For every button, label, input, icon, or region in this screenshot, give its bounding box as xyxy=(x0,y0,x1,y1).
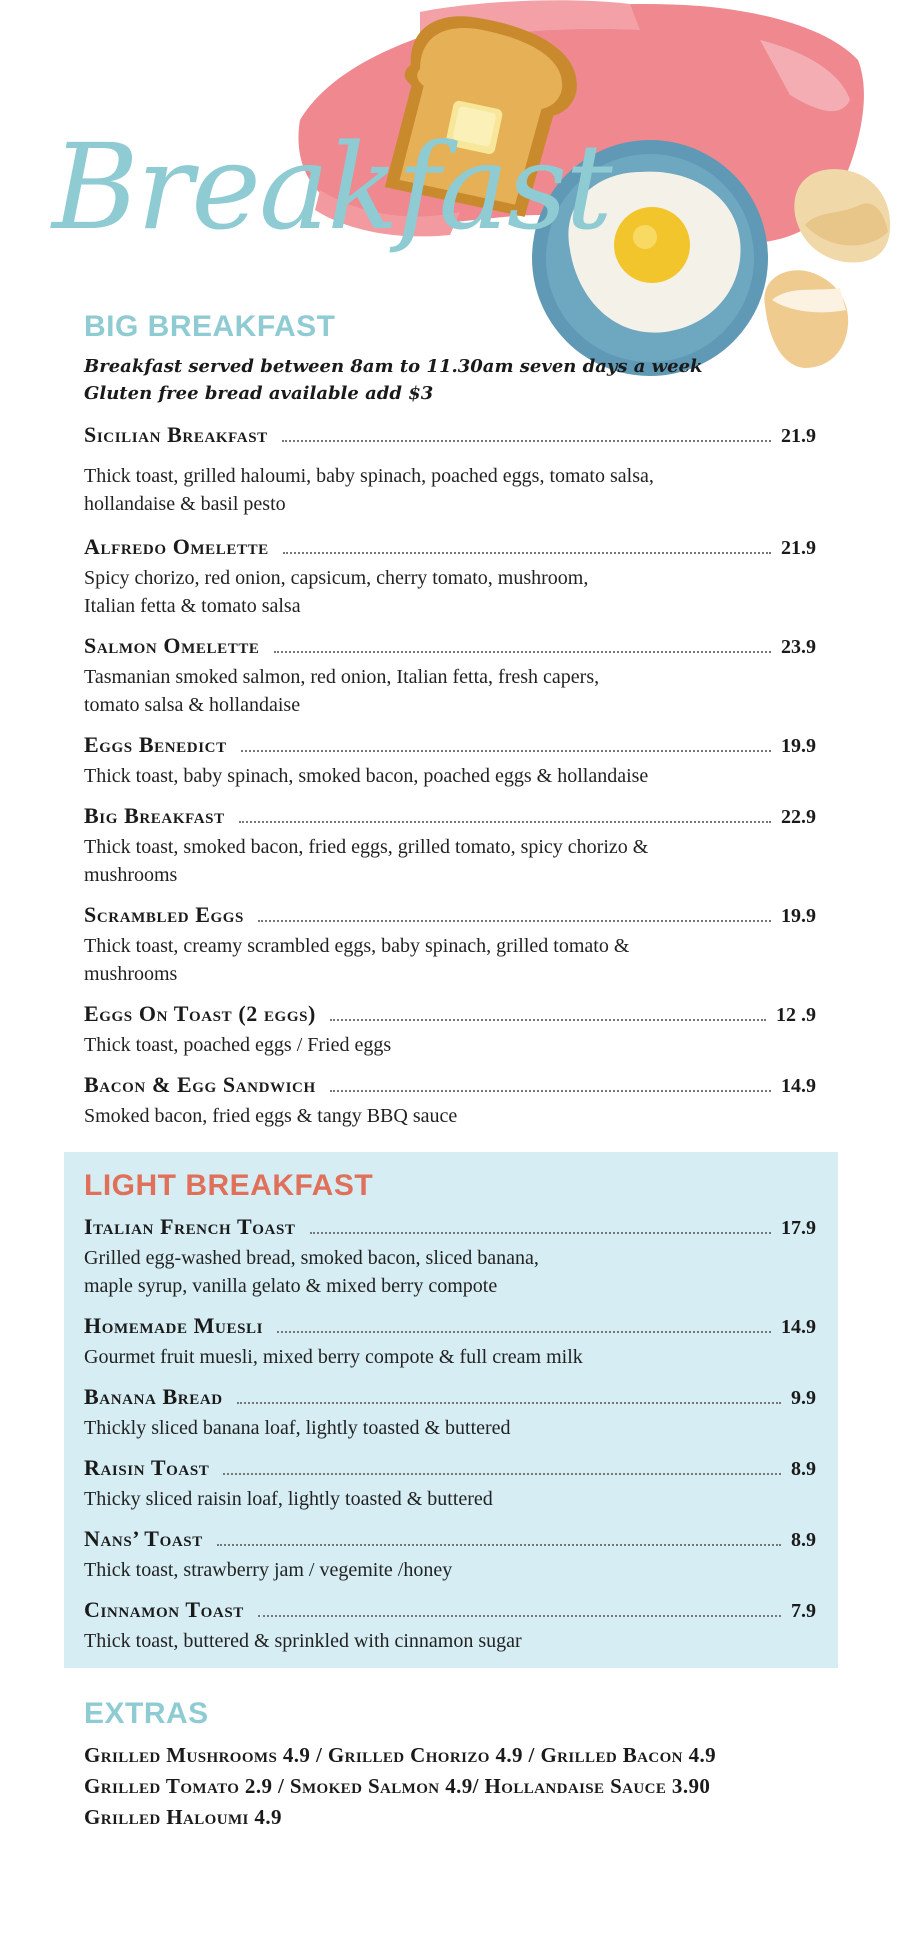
menu-item-price: 17.9 xyxy=(781,1217,816,1239)
menu-item-header xyxy=(84,1597,816,1627)
menu-item-price: 8.9 xyxy=(791,1458,816,1480)
menu-item xyxy=(84,1455,816,1526)
description-line: Thickly sliced banana loaf, lightly toasted & buttered xyxy=(84,1417,511,1439)
extras-line: Grilled Mushrooms 4.9 / Grilled Chorizo 4.9 / Grilled Bacon 4.9 xyxy=(84,1743,717,1767)
menu-item-description xyxy=(84,1556,816,1584)
menu-item-price: 12 .9 xyxy=(776,1004,816,1026)
description-line: Thick toast, grilled haloumi, baby spinach, poached eggs, tomato salsa, xyxy=(84,465,654,487)
intro-text xyxy=(84,353,703,407)
menu-item-description xyxy=(84,663,816,719)
menu-item-name: Alfredo Omelette xyxy=(84,534,269,559)
description-line: tomato salsa & hollandaise xyxy=(84,694,301,716)
intro-line: Breakfast served between 8am to 11.30am seven days a week xyxy=(84,356,703,377)
menu-item xyxy=(84,732,816,803)
menu-item-description xyxy=(84,932,816,988)
menu-item-description xyxy=(84,1102,816,1130)
menu-item-name: Sicilian Breakfast xyxy=(84,422,268,447)
menu-item-header xyxy=(84,422,816,452)
menu-item-description xyxy=(84,1343,816,1371)
breakfast-script-title: Breakfast xyxy=(52,118,611,256)
menu-item-description xyxy=(84,833,816,889)
menu-item-price: 7.9 xyxy=(791,1600,816,1622)
menu-item xyxy=(84,1001,816,1072)
menu-item-header xyxy=(84,1455,816,1485)
description-line: Grilled egg-washed bread, smoked bacon, sliced banana, xyxy=(84,1247,539,1269)
description-line: Thick toast, strawberry jam / vegemite /honey xyxy=(84,1559,453,1581)
menu-item-name: Homemade Muesli xyxy=(84,1313,264,1338)
menu-item-description xyxy=(84,1414,816,1442)
description-line: Thick toast, baby spinach, smoked bacon, poached eggs & hollandaise xyxy=(84,765,649,787)
menu-item-description xyxy=(84,1244,816,1300)
description-line: Spicy chorizo, red onion, capsicum, cherry tomato, mushroom, xyxy=(84,567,589,589)
menu-item-name: Eggs Benedict xyxy=(84,732,227,757)
menu-item-name: Scrambled Eggs xyxy=(84,902,244,927)
extras-heading: EXTRAS xyxy=(84,1697,209,1730)
menu-item-description xyxy=(84,1485,816,1513)
extras-list xyxy=(84,1740,716,1833)
big-breakfast-heading: BIG BREAKFAST xyxy=(84,310,336,343)
menu-item-header xyxy=(84,1214,816,1244)
menu-item-name: Cinnamon Toast xyxy=(84,1597,244,1622)
menu-item-price: 21.9 xyxy=(781,537,816,559)
menu-item-header xyxy=(84,1072,816,1102)
dot-leader xyxy=(282,440,771,442)
menu-item xyxy=(84,1072,816,1143)
big-breakfast-list xyxy=(84,422,816,1143)
menu-item-name: Banana Bread xyxy=(84,1384,223,1409)
description-line: Thick toast, poached eggs / Fried eggs xyxy=(84,1034,392,1056)
description-line: maple syrup, vanilla gelato & mixed berry compote xyxy=(84,1275,498,1297)
menu-item xyxy=(84,902,816,1001)
menu-item-name: Italian French Toast xyxy=(84,1214,296,1239)
description-line: Tasmanian smoked salmon, red onion, Italian fetta, fresh capers, xyxy=(84,666,600,688)
menu-item xyxy=(84,422,816,534)
menu-item-name: Bacon & Egg Sandwich xyxy=(84,1072,316,1097)
menu-item-price: 21.9 xyxy=(781,425,816,447)
menu-item-description xyxy=(84,1627,816,1655)
menu-item-header xyxy=(84,1526,816,1556)
menu-item-price: 19.9 xyxy=(781,905,816,927)
menu-item-header xyxy=(84,902,816,932)
extras-line: Grilled Haloumi 4.9 xyxy=(84,1805,282,1829)
description-line: Thick toast, creamy scrambled eggs, baby spinach, grilled tomato & xyxy=(84,935,630,957)
menu-item-name: Big Breakfast xyxy=(84,803,225,828)
menu-item-description xyxy=(84,564,816,620)
menu-item xyxy=(84,803,816,902)
menu-item xyxy=(84,1313,816,1384)
intro-line: Gluten free bread available add $3 xyxy=(84,383,434,404)
light-breakfast-heading: LIGHT BREAKFAST xyxy=(84,1169,374,1202)
menu-item xyxy=(84,1597,816,1668)
dot-leader xyxy=(330,1090,771,1092)
dot-leader xyxy=(217,1544,781,1546)
menu-item-price: 8.9 xyxy=(791,1529,816,1551)
menu-item-header xyxy=(84,1001,816,1031)
menu-item xyxy=(84,1384,816,1455)
menu-item-name: Nans’ Toast xyxy=(84,1526,203,1551)
menu-item-price: 22.9 xyxy=(781,806,816,828)
description-line: Thick toast, buttered & sprinkled with cinnamon sugar xyxy=(84,1630,522,1652)
menu-item-name: Raisin Toast xyxy=(84,1455,210,1480)
menu-item-header xyxy=(84,1313,816,1343)
dot-leader xyxy=(241,750,771,752)
description-line: mushrooms xyxy=(84,864,178,886)
light-breakfast-list xyxy=(84,1214,816,1668)
description-line: Thick toast, smoked bacon, fried eggs, grilled tomato, spicy chorizo & xyxy=(84,836,649,858)
description-line: Gourmet fruit muesli, mixed berry compote & full cream milk xyxy=(84,1346,583,1368)
menu-item-price: 19.9 xyxy=(781,735,816,757)
description-line: Smoked bacon, fried eggs & tangy BBQ sauce xyxy=(84,1105,458,1127)
menu-item-price: 14.9 xyxy=(781,1075,816,1097)
menu-item-header xyxy=(84,732,816,762)
menu-item xyxy=(84,633,816,732)
menu-item-header xyxy=(84,1384,816,1414)
menu-item-header xyxy=(84,803,816,833)
menu-item xyxy=(84,534,816,633)
menu-item-description xyxy=(84,762,816,790)
extras-line: Grilled Tomato 2.9 / Smoked Salmon 4.9/ Hollandaise Sauce 3.90 xyxy=(84,1774,711,1798)
menu-item-name: Eggs On Toast (2 eggs) xyxy=(84,1001,316,1026)
menu-item-header xyxy=(84,534,816,564)
description-line: Italian fetta & tomato salsa xyxy=(84,595,301,617)
menu-item-price: 14.9 xyxy=(781,1316,816,1338)
dot-leader xyxy=(258,1615,781,1617)
menu-item-name: Salmon Omelette xyxy=(84,633,260,658)
dot-leader xyxy=(223,1473,781,1475)
menu-item xyxy=(84,1214,816,1313)
menu-item-description xyxy=(84,1031,816,1059)
menu-item-price: 23.9 xyxy=(781,636,816,658)
menu-item-header xyxy=(84,633,816,663)
menu-item xyxy=(84,1526,816,1597)
dot-leader xyxy=(330,1019,766,1021)
dot-leader xyxy=(277,1331,771,1333)
menu-item-description xyxy=(84,462,816,518)
dot-leader xyxy=(237,1402,781,1404)
dot-leader xyxy=(283,552,771,554)
dot-leader xyxy=(239,821,771,823)
dot-leader xyxy=(258,920,771,922)
dot-leader xyxy=(274,651,771,653)
menu-item-price: 9.9 xyxy=(791,1387,816,1409)
description-line: mushrooms xyxy=(84,963,178,985)
description-line: Thicky sliced raisin loaf, lightly toasted & buttered xyxy=(84,1488,493,1510)
dot-leader xyxy=(310,1232,771,1234)
description-line: hollandaise & basil pesto xyxy=(84,493,286,515)
